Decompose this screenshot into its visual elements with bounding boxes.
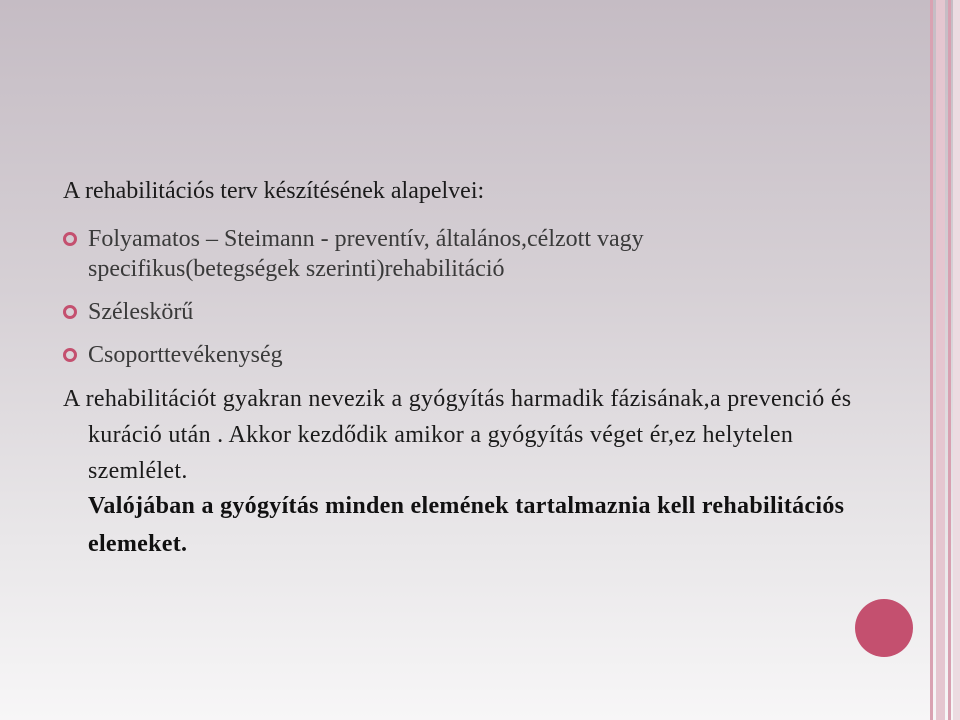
bullet-item <box>63 224 853 284</box>
bold-statement: Valójában a gyógyítás minden elemének tartalmaznia kell rehabilitációs elemeket. <box>88 493 845 557</box>
decor-stripe <box>948 0 951 720</box>
ring-bullet-icon <box>63 348 77 362</box>
decor-stripe <box>930 0 933 720</box>
bullet-text: Csoporttevékenység <box>88 342 283 368</box>
bullet-text: Folyamatos – Steimann - preventív, általános,célzott vagy specifikus(betegségek szerinti)rehabilitáció <box>88 226 644 282</box>
decor-stripe <box>953 0 960 720</box>
decor-stripe <box>936 0 945 720</box>
bullet-item <box>63 297 853 327</box>
bullet-text: Széleskörű <box>88 299 194 325</box>
slide-intro: A rehabilitációs terv készítésének alapelvei: <box>63 178 485 204</box>
ring-bullet-icon <box>63 305 77 319</box>
ring-bullet-icon <box>63 232 77 246</box>
slide-content <box>63 176 853 563</box>
bullet-list <box>63 224 853 370</box>
bullet-item <box>63 340 853 370</box>
decor-circle <box>855 599 913 657</box>
body-paragraph: A rehabilitációt gyakran nevezik a gyógyítás harmadik fázisának,a prevenció és kuráció után . Akkor kezdődik amikor a gyógyítás véget ér,ez helytelen szemlélet. <box>63 386 852 484</box>
